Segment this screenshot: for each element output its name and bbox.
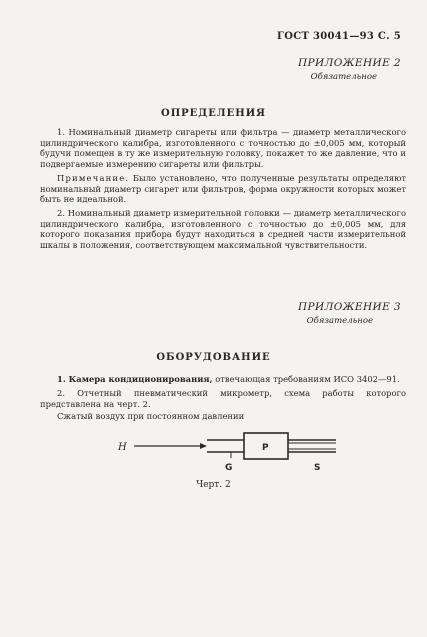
appendix-2-title: ПРИЛОЖЕНИЕ 2: [297, 57, 401, 69]
label-g: G: [225, 463, 233, 473]
outlet-tube: [288, 440, 336, 452]
definition-paragraph-2: 2. Номинальный диаметр измерительной головки — диаметр металлического цилиндрического калибра, изготовленного с точностью до ±0,005 мм, для которого показания прибора будут находиться в средней части измерительной шкалы в положения, соответствующем максимальной чувствительности.: [40, 208, 406, 250]
equipment-item-rest: отвечающая требованиям ИСО 3402—91.: [212, 374, 400, 384]
equipment-item-bold: 1. Камера кондиционирования,: [57, 374, 213, 384]
page-header: ГОСТ 30041—93 С. 5: [277, 31, 401, 42]
label-h: H: [118, 442, 127, 453]
label-p: P: [262, 443, 269, 453]
definitions-heading: ОПРЕДЕЛЕНИЯ: [161, 108, 266, 119]
appendix-3-title: ПРИЛОЖЕНИЕ 3: [297, 301, 401, 313]
appendix-2-subtitle: Обязательное: [310, 72, 377, 82]
definition-paragraph-1: 1. Номинальный диаметр сигареты или фильтра — диаметр металлического цилиндрического калибра, изготовленного с точностью до ±0,005 мм, который будучи помещен в ту же измерительную головку, покажет то же давление, что и подвергаемые измерению сигареты или фильтры.: [40, 127, 406, 169]
compressed-air-label: Сжатый воздух при постоянном давлении: [57, 411, 245, 421]
note-paragraph: [40, 173, 406, 205]
equipment-paragraph-1: [40, 374, 406, 385]
equipment-paragraph-2: 2. Отчетный пневматический микрометр, схема работы которого представлена на черт. 2.: [40, 388, 406, 409]
label-s: S: [314, 463, 321, 473]
note-label: Примечание.: [57, 173, 130, 183]
air-flow-arrow: [134, 443, 207, 449]
note-text: Было установлено, что полученные результаты определяют номинальный диаметр сигарет или фильтров, форма окружности которых может быть не идеальной.: [40, 173, 406, 205]
appendix-3-subtitle: Обязательное: [306, 316, 373, 326]
inlet-tube: [207, 440, 244, 452]
equipment-heading: ОБОРУДОВАНИЕ: [156, 352, 271, 363]
micrometer-diagram: [110, 424, 340, 474]
figure-caption: Черт. 2: [196, 480, 231, 490]
